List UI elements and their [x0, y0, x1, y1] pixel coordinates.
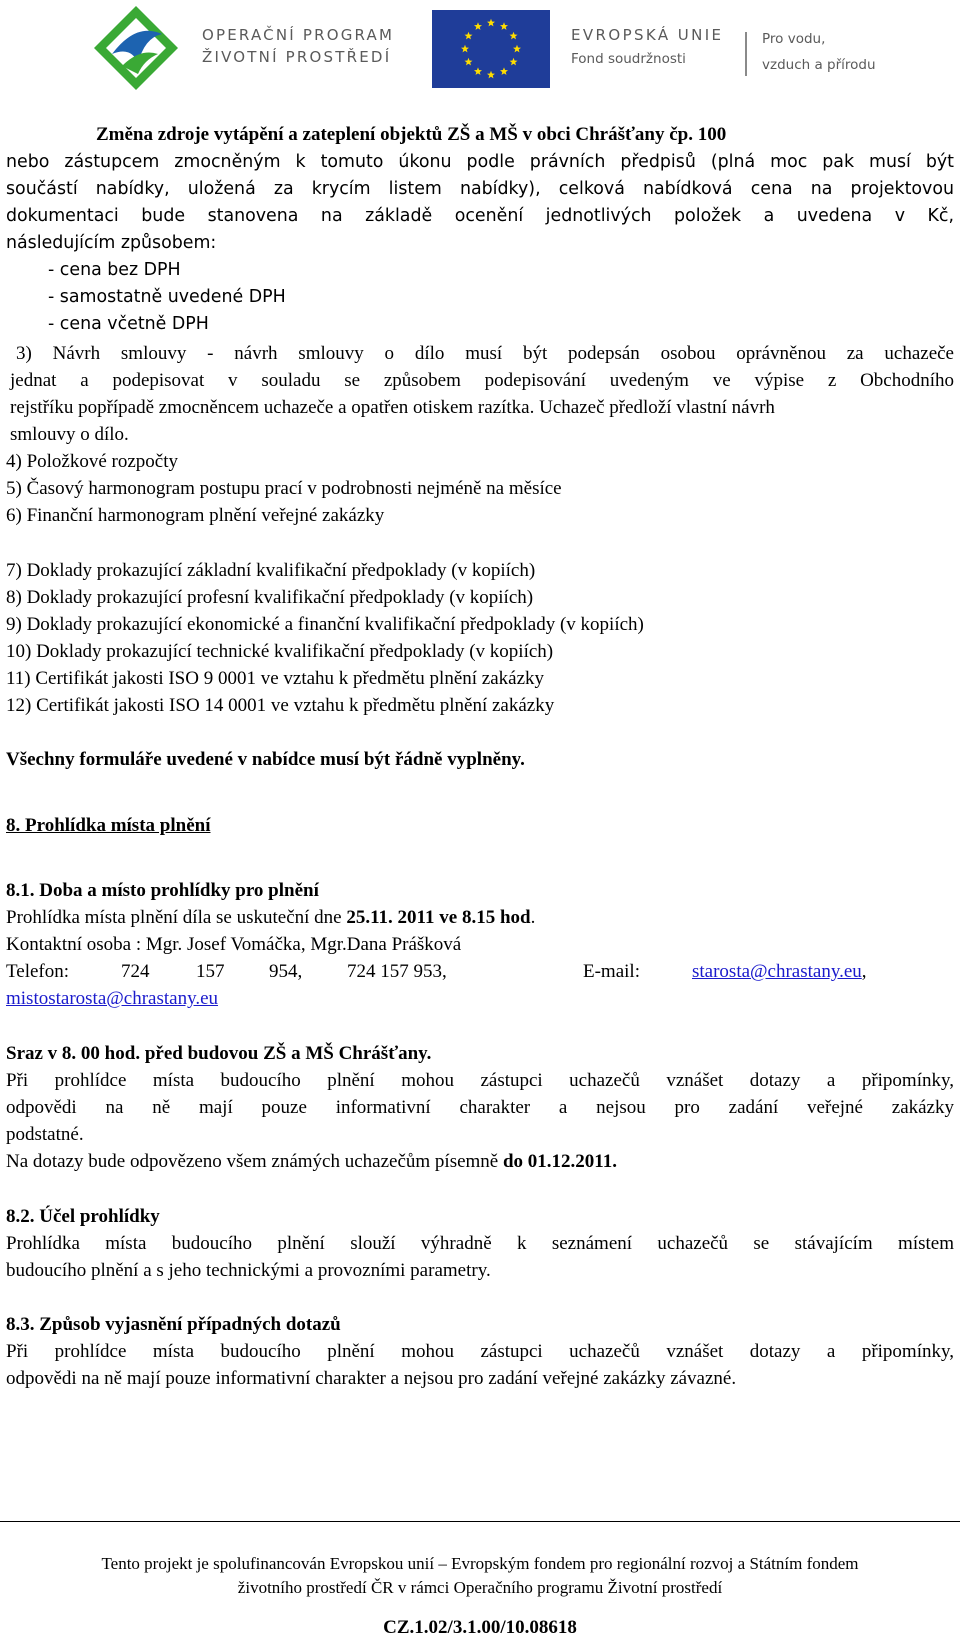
item3-line4: smlouvy o dílo.: [10, 424, 129, 445]
slogan-line2: vzduch a přírodu: [762, 57, 876, 73]
price-item: - cena bez DPH: [48, 260, 181, 280]
list-item: 11) Certifikát jakosti ISO 9 0001 ve vztahu k předmětu plnění zakázky: [6, 668, 545, 689]
purpose-line2: budoucího plnění a s jeho technickými a provozními parametry.: [6, 1260, 491, 1281]
price-item: - samostatně uvedené DPH: [48, 287, 286, 307]
list-item: 8) Doklady prokazující profesní kvalifikační předpoklady (v kopiích): [6, 587, 534, 608]
para1-line3: dokumentaci bude stanovena na základě ocenění jednotlivých položek a uvedena v Kč,: [6, 206, 954, 226]
eu-line1: EVROPSKÁ UNIE: [571, 26, 724, 44]
inspection-date-text: Prohlídka místa plnění díla se uskuteční dne: [6, 907, 347, 928]
questions-line1: Při prohlídce místa budoucího plnění mohou zástupci uchazečů vznášet dotazy a připomínky,: [6, 1070, 954, 1091]
eu-star-icon: [464, 32, 472, 40]
inspection-date-value: 25.11. 2011 ve 8.15 hod: [346, 907, 531, 928]
clarify-line2: odpovědi na ně mají pouze informativní charakter a nejsou pro zadání veřejné zakázky závazné.: [6, 1368, 737, 1389]
item3-line1: 3) Návrh smlouvy - návrh smlouvy o dílo musí být podepsán osobou oprávněnou za uchazeče: [16, 343, 954, 364]
section8-heading: 8. Prohlídka místa plnění: [6, 815, 211, 836]
eu-star-icon: [464, 58, 472, 66]
clarify-line1: Při prohlídce místa budoucího plnění mohou zástupci uchazečů vznášet dotazy a připomínky,: [6, 1341, 954, 1362]
para1-line2: součástí nabídky, uložená za krycím listem nabídky), celková nabídková cena na projektovou: [6, 179, 954, 199]
inspection-date-end: .: [530, 907, 536, 928]
forms-note: Všechny formuláře uvedené v nabídce musí být řádně vyplněny.: [6, 749, 525, 770]
email-line2: [6, 988, 218, 1010]
list-item: 9) Doklady prokazující ekonomické a finanční kvalifikační předpoklady (v kopiích): [6, 614, 644, 635]
eu-star-icon: [461, 45, 469, 53]
item3-line2: jednat a podepisovat v souladu se způsobem podepisování uvedeným ve výpise z Obchodního: [10, 370, 954, 391]
eu-star-icon: [510, 32, 518, 40]
answers-date: do 01.12.2011.: [502, 1151, 618, 1172]
section81-heading: 8.1. Doba a místo prohlídky pro plnění: [6, 880, 319, 901]
para1-line1: nebo zástupcem zmocněným k tomuto úkonu podle právních předpisů (plná moc pak musí být: [6, 152, 954, 172]
list-item: 7) Doklady prokazující základní kvalifikační předpoklady (v kopiích): [6, 560, 536, 581]
email-link-mistostarosta[interactable]: mistostarosta@chrastany.eu: [6, 988, 219, 1009]
purpose-line1: Prohlídka místa budoucího plnění slouží výhradně k seznámení uchazečů se stávajícím místem: [6, 1233, 954, 1254]
list-item: 5) Časový harmonogram postupu prací v podrobnosti nejméně na měsíce: [6, 478, 562, 499]
questions-line2: odpovědi na ně mají pouze informativní charakter a nejsou pro zadání veřejné zakázky: [6, 1097, 954, 1118]
list-item: 4) Položkové rozpočty: [6, 451, 179, 472]
eu-flag-icon: [432, 10, 550, 88]
eu-star-icon: [474, 22, 482, 30]
phone-second: 724 157 953,: [347, 961, 447, 982]
eu-star-icon: [510, 58, 518, 66]
email-separator: ,: [861, 961, 867, 982]
footer-line2: životního prostředí ČR v rámci Operačního programu Životní prostředí: [237, 1578, 723, 1597]
meeting-point: Sraz v 8. 00 hod. před budovou ZŠ a MŠ Chrášťany.: [6, 1043, 432, 1064]
list-item: 10) Doklady prokazující technické kvalifikační předpoklady (v kopiích): [6, 641, 554, 662]
slogan: [762, 26, 876, 78]
para1-line4: následujícím způsobem:: [6, 233, 217, 253]
item3-line3: rejstříku popřípadě zmocněncem uchazeče a opatřen otiskem razítka. Uchazeč předloží vlastní návrh: [10, 397, 775, 418]
eu-star-icon: [513, 45, 521, 53]
op-line2: ŽIVOTNÍ PROSTŘEDÍ: [202, 48, 392, 66]
op-line1: OPERAČNÍ PROGRAM: [202, 26, 395, 44]
eu-star-icon: [487, 71, 495, 79]
footer-divider: [0, 1521, 960, 1522]
eu-line2: Fond soudržnosti: [571, 51, 686, 67]
eu-star-icon: [474, 67, 482, 75]
answers-text: Na dotazy bude odpovězeno všem známých uchazečům písemně: [6, 1151, 503, 1172]
footer-line1: Tento projekt je spolufinancován Evropskou unií – Evropským fondem pro regionální rozvoj a Státním fondem: [101, 1554, 859, 1573]
phone-label: Telefon:: [6, 961, 70, 982]
contact-person: Kontaktní osoba : Mgr. Josef Vomáčka, Mgr.Dana Prášková: [6, 934, 462, 955]
email-label: E-mail:: [583, 961, 640, 982]
slogan-line1: Pro vodu,: [762, 31, 826, 47]
header-divider: [745, 32, 747, 76]
answers-deadline: [6, 1151, 617, 1173]
questions-line3: podstatné.: [6, 1124, 84, 1145]
opzp-logo-icon: [92, 4, 180, 92]
eu-fund-name: [571, 24, 723, 72]
eu-star-icon: [500, 22, 508, 30]
inspection-date-line: [6, 907, 535, 929]
price-item: - cena včetně DPH: [48, 314, 209, 334]
phone-part: 157: [196, 961, 225, 982]
list-item: 6) Finanční harmonogram plnění veřejné zakázky: [6, 505, 385, 526]
phone-part: 954,: [269, 961, 303, 982]
list-item: 12) Certifikát jakosti ISO 14 0001 ve vztahu k předmětu plnění zakázky: [6, 695, 555, 716]
email-link-starosta[interactable]: starosta@chrastany.eu: [692, 961, 862, 982]
project-code: CZ.1.02/3.1.00/10.08618: [383, 1617, 577, 1638]
phone-part: 724: [121, 961, 150, 982]
section83-heading: 8.3. Způsob vyjasnění případných dotazů: [6, 1314, 341, 1335]
section82-heading: 8.2. Účel prohlídky: [6, 1206, 160, 1227]
eu-star-icon: [487, 19, 495, 27]
document-title: Změna zdroje vytápění a zateplení objektů ZŠ a MŠ v obci Chrášťany čp. 100: [96, 124, 727, 145]
op-program-name: [202, 24, 394, 68]
eu-star-icon: [500, 67, 508, 75]
